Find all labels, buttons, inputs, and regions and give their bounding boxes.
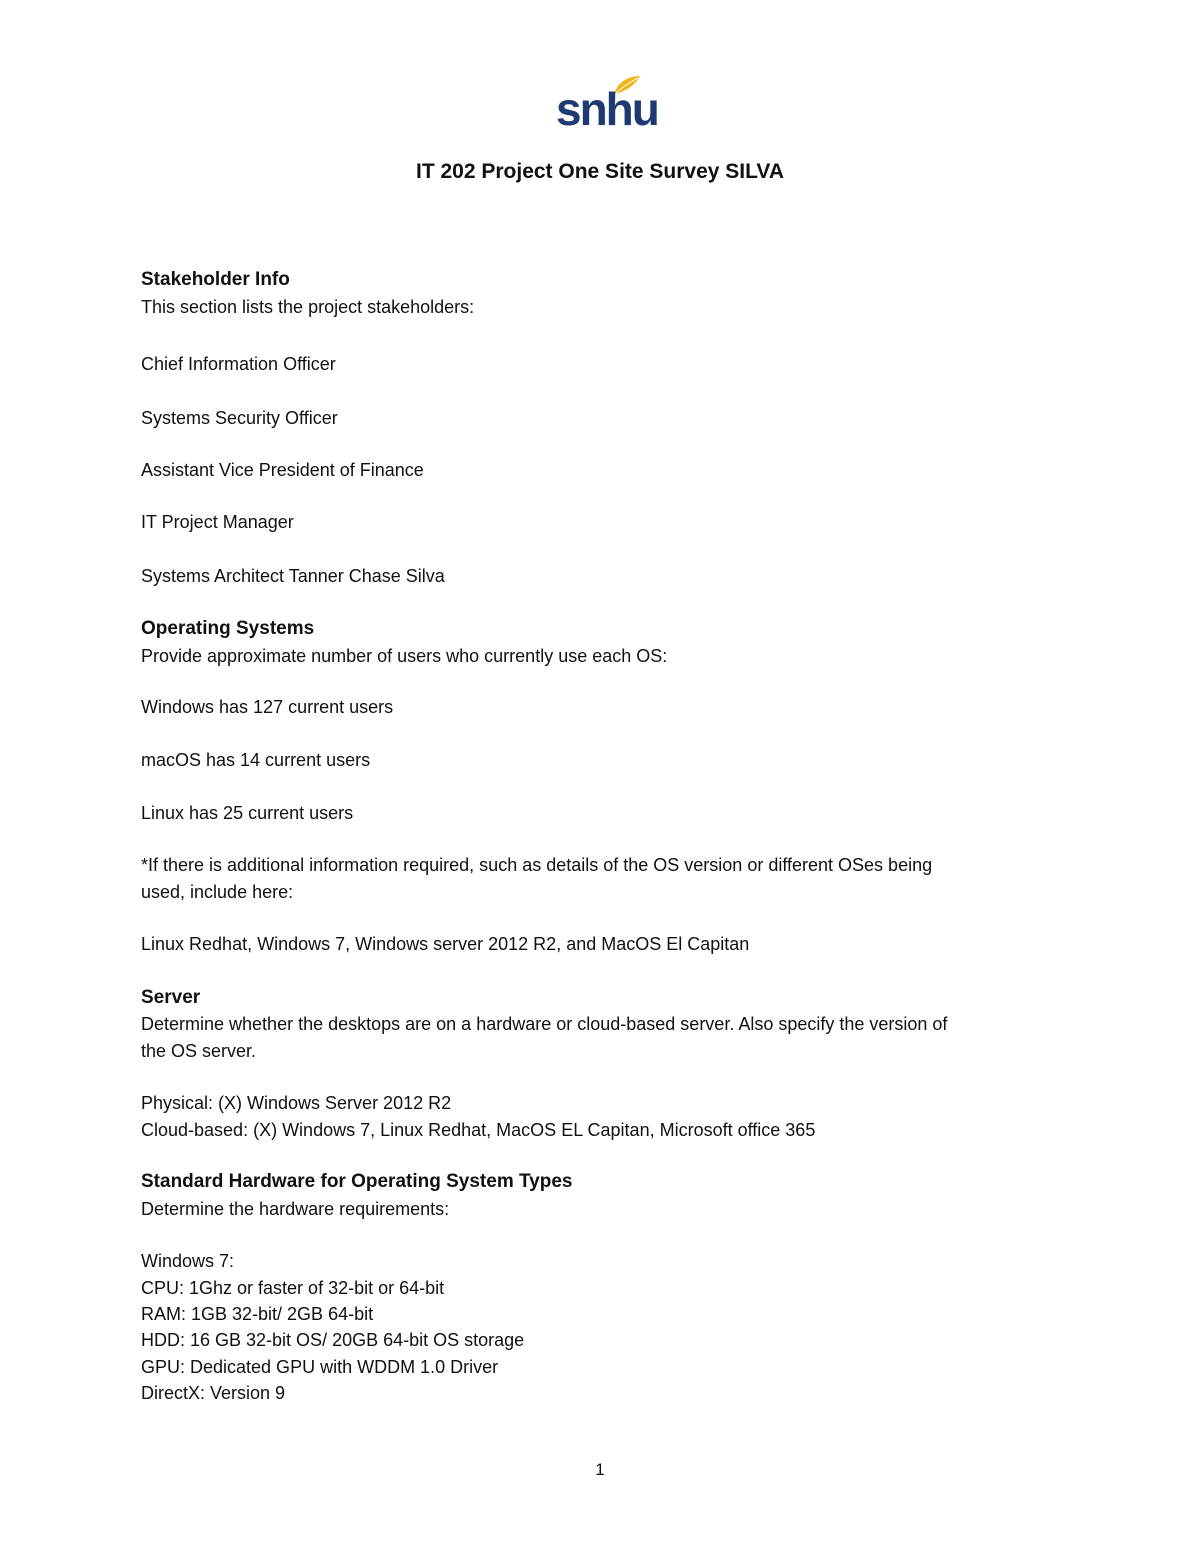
hardware-heading: Standard Hardware for Operating System Types [141, 1171, 573, 1192]
hardware-spec: CPU: 1Ghz or faster of 32-bit or 64-bit [141, 1278, 445, 1298]
stakeholder-item: IT Project Manager [141, 512, 294, 532]
hardware-spec: DirectX: Version 9 [141, 1383, 286, 1403]
snhu-logo [556, 74, 658, 135]
os-user-count: Linux has 25 current users [141, 803, 354, 823]
server-physical: Physical: (X) Windows Server 2012 R2 [141, 1093, 452, 1113]
os-user-count: Windows has 127 current users [141, 697, 394, 717]
os-note-line: used, include here: [141, 882, 294, 902]
stakeholder-item: Assistant Vice President of Finance [141, 460, 424, 480]
hardware-os-label: Windows 7: [141, 1251, 235, 1271]
os-versions: Linux Redhat, Windows 7, Windows server 2012 R2, and MacOS El Capitan [141, 934, 750, 954]
stakeholder-intro: This section lists the project stakeholders: [141, 297, 475, 317]
logo-wordmark: snhu [556, 83, 658, 135]
stakeholder-item: Chief Information Officer [141, 354, 336, 374]
hardware-spec: GPU: Dedicated GPU with WDDM 1.0 Driver [141, 1357, 499, 1377]
server-cloud: Cloud-based: (X) Windows 7, Linux Redhat, MacOS EL Capitan, Microsoft office 365 [141, 1120, 816, 1140]
stakeholder-item: Systems Security Officer [141, 408, 338, 428]
os-note-line: *If there is additional information required, such as details of the OS version or different OSes being [141, 855, 933, 875]
stakeholder-item: Systems Architect Tanner Chase Silva [141, 566, 445, 586]
os-user-count: macOS has 14 current users [141, 750, 371, 770]
server-heading: Server [141, 987, 201, 1008]
os-intro: Provide approximate number of users who currently use each OS: [141, 646, 668, 666]
document-title: IT 202 Project One Site Survey SILVA [415, 160, 785, 183]
server-intro-line: Determine whether the desktops are on a hardware or cloud-based server. Also specify the version of [141, 1014, 948, 1034]
server-intro-line: the OS server. [141, 1041, 257, 1061]
hardware-spec: RAM: 1GB 32-bit/ 2GB 64-bit [141, 1304, 374, 1324]
os-heading: Operating Systems [141, 618, 315, 639]
hardware-intro: Determine the hardware requirements: [141, 1199, 450, 1219]
hardware-spec: HDD: 16 GB 32-bit OS/ 20GB 64-bit OS storage [141, 1330, 525, 1350]
page-number: 1 [595, 1460, 605, 1479]
stakeholder-heading: Stakeholder Info [141, 269, 290, 290]
